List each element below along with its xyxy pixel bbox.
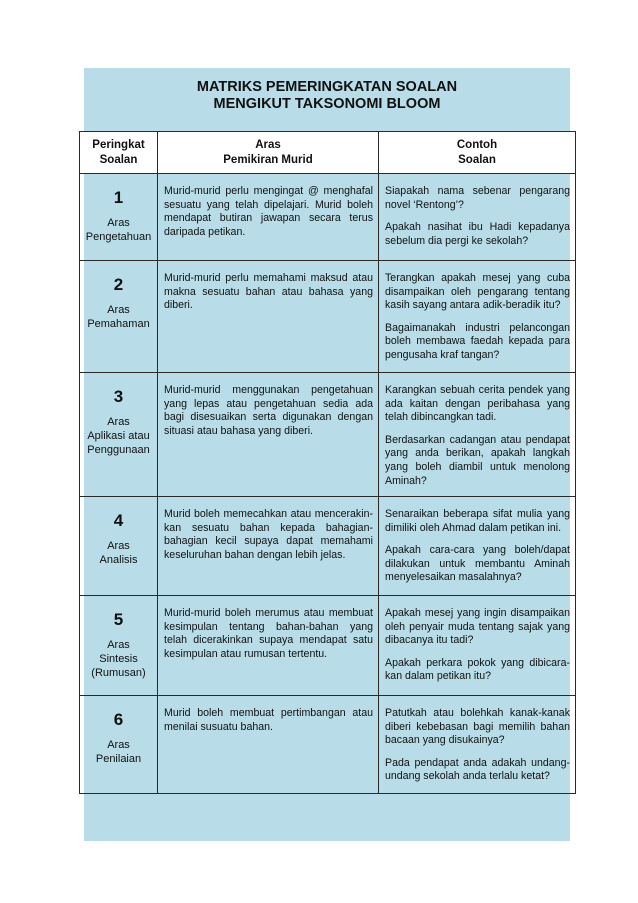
- table-row: [80, 596, 576, 696]
- example-question: Apakah cara-cara yang boleh/dapat dilakukan untuk membantu Aminah menyelesaikan masalahnya?: [385, 544, 570, 584]
- table-row: [80, 174, 576, 261]
- header-peringkat: Peringkat Soalan: [80, 132, 158, 174]
- example-question: Berdasarkan cadangan atau pendapat yang anda berikan, apakah langkah yang boleh diambil untuk menolong Aminah?: [385, 433, 570, 487]
- description-cell: Murid-murid perlu mengingat @ menghafal sesuatu yang telah dipelajari. Murid boleh mendapat butiran jawapan secara terus daripada petikan.: [158, 174, 379, 261]
- example-question: Pada pendapat anda adakah undang-undang sekolah anda terlalu ketat?: [385, 756, 570, 783]
- example-question: Apakah mesej yang ingin disampaikan oleh penyair muda tentang sajak yang dibacanya itu tadi?: [385, 607, 570, 647]
- example-question: Apakah nasihat ibu Hadi kepadanya sebelum dia pergi ke sekolah?: [385, 221, 570, 247]
- table-row: [80, 373, 576, 497]
- level-cell: 4 Aras Analisis: [80, 497, 158, 596]
- level-number: 4: [113, 511, 124, 530]
- level-cell: 6 Aras Penilaian: [80, 696, 158, 794]
- level-cell: 1 Aras Pengetahuan: [80, 174, 158, 261]
- examples-cell: [379, 261, 576, 373]
- table-row: [80, 497, 576, 596]
- level-number: 5: [113, 610, 124, 629]
- description-cell: Murid-murid boleh merumus atau membuat kesimpulan tentang bahan-bahan yang telah dicerakinkan supaya mendapat satu kesimpulan atau rumusan tertentu.: [158, 596, 379, 696]
- level-number: 3: [113, 387, 124, 406]
- examples-cell: [379, 373, 576, 497]
- level-number: 6: [113, 710, 124, 729]
- examples-cell: [379, 174, 576, 261]
- level-number: 1: [113, 188, 124, 207]
- examples-cell: [379, 497, 576, 596]
- level-cell: 2 Aras Pemahaman: [80, 261, 158, 373]
- table-row: [80, 696, 576, 794]
- example-question: Apakah perkara pokok yang dibicara-kan dalam petikan itu?: [385, 656, 570, 683]
- level-cell: 3 Aras Aplikasi atau Penggunaan: [80, 373, 158, 497]
- description-cell: Murid-murid menggunakan pengetahuan yang lepas atau pengetahuan sedia ada bagi disesuaikan serta digunakan dengan situasi atau bahasa yang diberi.: [158, 373, 379, 497]
- example-question: Senaraikan beberapa sifat mulia yang dimiliki oleh Ahmad dalam petikan ini.: [385, 508, 570, 534]
- example-question: Bagaimanakah industri pelancongan boleh membawa faedah kepada para pengusaha kraf tangan?: [385, 321, 570, 361]
- description-cell: Murid boleh membuat pertimbangan atau menilai susuatu bahan.: [158, 696, 379, 794]
- bloom-matrix-table: [79, 131, 576, 794]
- example-question: Siapakah nama sebenar pengarang novel ‘Rentong’?: [385, 185, 570, 211]
- examples-cell: [379, 696, 576, 794]
- header-row: [80, 132, 576, 174]
- level-cell: 5 Aras Sintesis (Rumusan): [80, 596, 158, 696]
- example-question: Terangkan apakah mesej yang cuba disampaikan oleh pengarang tentang kasih sayang antara adik-beradik itu?: [385, 272, 570, 312]
- title-line-1: MATRIKS PEMERINGKATAN SOALAN: [196, 79, 458, 95]
- description-cell: Murid-murid perlu memahami maksud atau makna sesuatu bahan atau bahasa yang diberi.: [158, 261, 379, 373]
- example-question: Karangkan sebuah cerita pendek yang ada kaitan dengan peribahasa yang telah dibincangkan tadi.: [385, 384, 570, 424]
- level-number: 2: [113, 275, 124, 294]
- example-question: Patutkah atau bolehkah kanak-kanak diberi kebebasan bagi memilih bahan bacaan yang disukainya?: [385, 707, 570, 747]
- description-cell: Murid boleh memecahkan atau mencerakin-kan sesuatu bahan kepada bahagian-bahagian kecil supaya dapat memahami keseluruhan bahan dengan lebih jelas.: [158, 497, 379, 596]
- examples-cell: [379, 596, 576, 696]
- header-contoh: Contoh Soalan: [379, 132, 576, 174]
- table-row: [80, 261, 576, 373]
- header-aras: Aras Pemikiran Murid: [158, 132, 379, 174]
- title-line-2: MENGIKUT TAKSONOMI BLOOM: [213, 96, 441, 112]
- page-title: [84, 79, 570, 113]
